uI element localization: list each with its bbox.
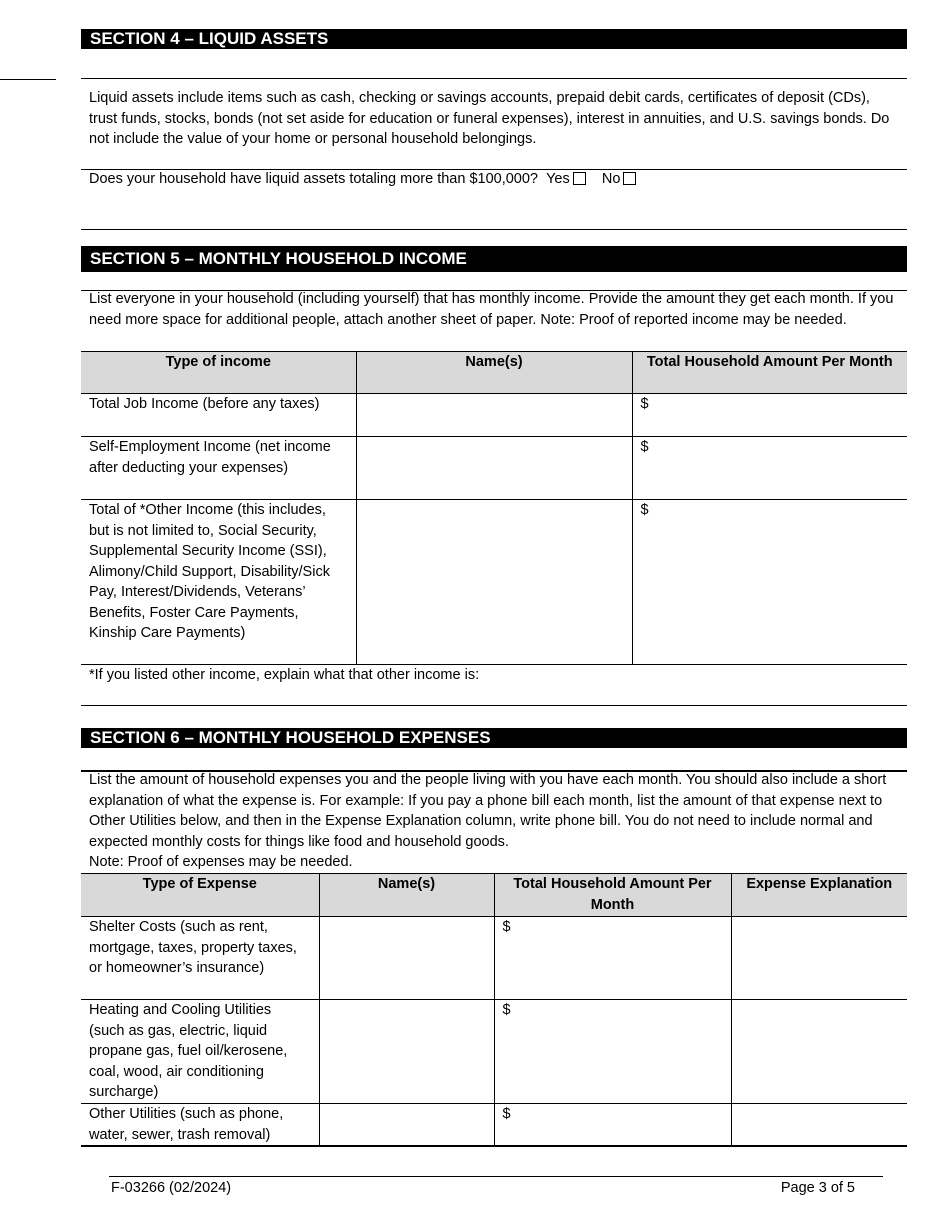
income-name-field[interactable] [356,394,632,437]
column-header: Name(s) [319,874,494,917]
income-name-field[interactable] [356,437,632,500]
income-table [81,351,907,665]
table-row [81,500,907,665]
expense-type: Shelter Costs (such as rent, mortgage, taxes, property taxes, or homeowner’s insurance) [81,917,319,1000]
column-header: Type of income [81,352,356,394]
table-row [81,917,907,1000]
table-row [81,394,907,437]
income-table-header [81,352,907,394]
income-name-field[interactable] [356,500,632,665]
income-amount-field[interactable]: $ [632,500,907,665]
expense-name-field[interactable] [319,1104,494,1147]
section6-description-text: List the amount of household expenses you and the people living with you have each month. You should also include a short explanation of what the expense is. For example: If you pay a phone bill each month, list the amount of that expense next to Other Utilities below, and then in the Expense Explanation column, write phone bill. You do not need to include normal and expected monthly costs for things like food and household goods. [89,772,887,850]
column-header: Total Household Amount Per Month [494,874,731,917]
other-income-note: *If you listed other income, explain what that other income is: [89,667,480,683]
income-amount-field[interactable]: $ [632,394,907,437]
section4-divider-bottom [81,229,907,230]
expense-explanation-field[interactable] [731,1000,907,1104]
income-amount-field[interactable]: $ [632,437,907,500]
section5-header [81,246,907,272]
expense-amount-field[interactable]: $ [494,1104,731,1147]
liquid-assets-question-row [89,169,899,190]
expense-amount-field[interactable]: $ [494,917,731,1000]
section5-title: SECTION 5 – MONTHLY HOUSEHOLD INCOME [90,249,467,268]
section4-header [81,29,907,49]
page-number: Page 3 of 5 [780,1180,855,1196]
expense-name-field[interactable] [319,1000,494,1104]
expense-type: Heating and Cooling Utilities (such as gas, electric, liquid propane gas, fuel oil/kerosene, coal, wood, air conditioning surcharge) [81,1000,319,1104]
income-type: Total of *Other Income (this includes, but is not limited to, Social Security, Supplemental Security Income (SSI), Alimony/Child Support, Disability/Sick Pay, Interest/Dividends, Veterans’ Benefits, Foster Care Payments, Kinship Care Payments) [81,500,356,665]
table-row [81,1000,907,1104]
expense-table [81,873,907,1147]
no-label: No [601,171,621,187]
income-type: Self-Employment Income (net income after deducting your expenses) [81,437,356,500]
table-row [81,1104,907,1147]
table-row [81,437,907,500]
footer-divider [109,1176,883,1177]
section4-divider-top [81,78,907,79]
section6-header [81,728,907,748]
yes-checkbox[interactable] [573,172,586,185]
section4-title: SECTION 4 – LIQUID ASSETS [90,29,329,48]
expense-table-header [81,874,907,917]
expense-explanation-field[interactable] [731,1104,907,1147]
section6-note: Note: Proof of expenses may be needed. [89,854,353,870]
liquid-assets-question: Does your household have liquid assets totaling more than $100,000? [89,171,538,187]
form-id: F-03266 (02/2024) [111,1180,232,1196]
section5-description: List everyone in your household (including yourself) that has monthly income. Provide the amount they get each month. If you need more space for additional people, attach another sheet of paper. Note: Proof of reported income may be needed. [89,291,894,328]
income-type: Total Job Income (before any taxes) [81,394,356,437]
no-checkbox[interactable] [623,172,636,185]
section5-divider-bottom [81,705,907,706]
margin-mark [0,79,56,80]
expense-explanation-field[interactable] [731,917,907,1000]
yes-label: Yes [546,171,570,187]
section6-description [89,770,899,873]
column-header: Expense Explanation [731,874,907,917]
section4-description: Liquid assets include items such as cash, checking or savings accounts, prepaid debit cards, certificates of deposit (CDs), trust funds, stocks, bonds (not set aside for education or funeral expenses), interest in annuities, and U.S. savings bonds. Do not include the value of your home or personal household belongings. [89,90,890,147]
expense-name-field[interactable] [319,917,494,1000]
section6-title: SECTION 6 – MONTHLY HOUSEHOLD EXPENSES [90,728,491,747]
column-header: Name(s) [356,352,632,394]
expense-type: Other Utilities (such as phone, water, sewer, trash removal) [81,1104,319,1147]
expense-amount-field[interactable]: $ [494,1000,731,1104]
column-header: Type of Expense [81,874,319,917]
column-header: Total Household Amount Per Month [632,352,907,394]
